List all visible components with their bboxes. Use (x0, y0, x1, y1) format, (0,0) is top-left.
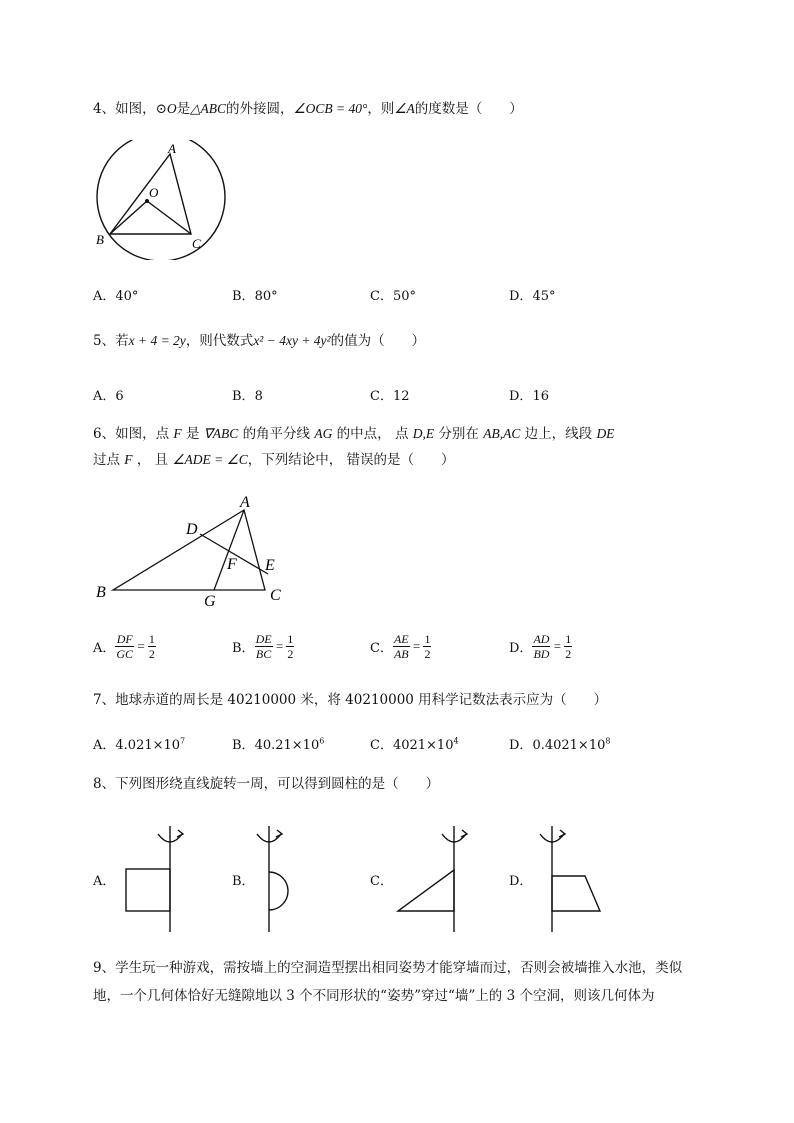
label-c: C (192, 236, 201, 251)
q8-figure-b (245, 822, 325, 934)
rectangle-shape (126, 869, 170, 911)
label-e-6: E (265, 557, 275, 574)
q7-option-a[interactable]: A．$4.021\times 10^7$ (93, 736, 186, 753)
fraction-half: $\frac{1}{2}$ (424, 632, 431, 661)
circumcircle (97, 140, 225, 260)
fraction: $\frac{AE}{AB}$ (393, 632, 409, 661)
q4-circle-figure (88, 140, 238, 260)
q6-option-a[interactable]: A． $\frac{DF}{GC}$ = $\frac{1}{2}$ (93, 632, 155, 661)
segment-oc (147, 201, 191, 234)
fraction: $\frac{AD}{BD}$ (533, 632, 550, 661)
q7-option-d[interactable]: D．$0.4021\times 10^8$ (509, 736, 611, 753)
segment-ag (214, 510, 244, 590)
q8-option-b[interactable]: B． (232, 874, 255, 889)
trapezoid-shape (552, 876, 600, 911)
label-o: O (149, 185, 159, 200)
label-a: A (168, 141, 176, 156)
q6-option-b[interactable]: B． $\frac{DE}{BC}$ = $\frac{1}{2}$ (232, 632, 294, 661)
q4-option-b[interactable]: B．80° (232, 289, 278, 304)
q6-triangle-figure (90, 490, 300, 610)
label-c-6: C (270, 587, 281, 604)
q5-option-c[interactable]: C．12 (370, 389, 410, 404)
question-4-stem: 4、如图，⊙O是△ABC的外接圆，∠OCB = 40°，则∠A的度数是（ ） (93, 101, 523, 117)
q4-option-a[interactable]: A．40° (93, 289, 139, 304)
q8-option-a[interactable]: A． (93, 874, 116, 889)
q5-option-a[interactable]: A．6 (93, 389, 124, 404)
fraction-half: $\frac{1}{2}$ (565, 632, 572, 661)
arrow-head-icon (559, 830, 565, 837)
label-b-6: B (96, 584, 106, 601)
q6-option-d[interactable]: D． $\frac{AD}{BD}$ = $\frac{1}{2}$ (509, 632, 572, 661)
fraction-half: $\frac{1}{2}$ (287, 632, 294, 661)
fraction: $\frac{DE}{BC}$ (255, 632, 272, 661)
question-7-stem: 7、地球赤道的周长是 40210000 米，将 40210000 用科学记数法表示应为（ ） (93, 692, 608, 708)
question-9-stem-line2: 地，一个几何体恰好无缝隙地以 3 个不同形状的“姿势”穿过“墙”上的 3 个空洞，则该几何体为 (93, 988, 655, 1004)
q5-option-d[interactable]: D．16 (509, 389, 549, 404)
label-g-6: G (204, 593, 216, 610)
q4-option-d[interactable]: D．45° (509, 289, 556, 304)
question-6-stem-line1: 6、如图，点 F 是 ∇ABC 的角平分线 AG 的中点， 点 D,E 分别在 AB,AC 边上，线段 DE (93, 426, 615, 442)
question-8-stem: 8、下列图形绕直线旋转一周，可以得到圆柱的是（ ） (93, 776, 440, 792)
question-6-stem-line2: 过点 F ， 且 ∠ADE = ∠C，下列结论中， 错误的是（ ） (93, 452, 455, 468)
label-d-6: D (186, 521, 198, 538)
q7-option-c[interactable]: C．$4021\times 10^4$ (370, 736, 459, 753)
label-b: B (96, 232, 104, 247)
q8-figure-c (392, 822, 472, 934)
arrow-head-icon (276, 830, 282, 837)
q8-option-c[interactable]: C． (370, 874, 393, 889)
q7-option-b[interactable]: B．$40.21\times 10^6$ (232, 736, 325, 753)
semicircle-shape (269, 872, 288, 910)
segment-ob (110, 201, 147, 234)
arrow-head-icon (177, 830, 183, 837)
arrow-head-icon (461, 830, 467, 837)
triangle-shape (398, 870, 454, 911)
fraction-half: $\frac{1}{2}$ (148, 632, 155, 661)
q6-option-c[interactable]: C． $\frac{AE}{AB}$ = $\frac{1}{2}$ (370, 632, 431, 661)
label-a-6: A (240, 494, 250, 511)
q8-option-d[interactable]: D． (509, 874, 533, 889)
fraction: $\frac{DF}{GC}$ (116, 632, 134, 661)
q8-figure-d (530, 822, 610, 934)
q8-figure-a (120, 822, 200, 934)
question-5-stem: 5、若x + 4 = 2y，则代数式x² − 4xy + 4y²的值为（ ） (93, 333, 426, 349)
question-9-stem-line1: 9、学生玩一种游戏，需按墙上的空洞造型摆出相同姿势才能穿墙而过，否则会被墙推入水池，类似 (93, 960, 683, 976)
q4-option-c[interactable]: C．50° (370, 289, 416, 304)
q5-option-b[interactable]: B．8 (232, 389, 263, 404)
label-f-6: F (227, 556, 237, 573)
